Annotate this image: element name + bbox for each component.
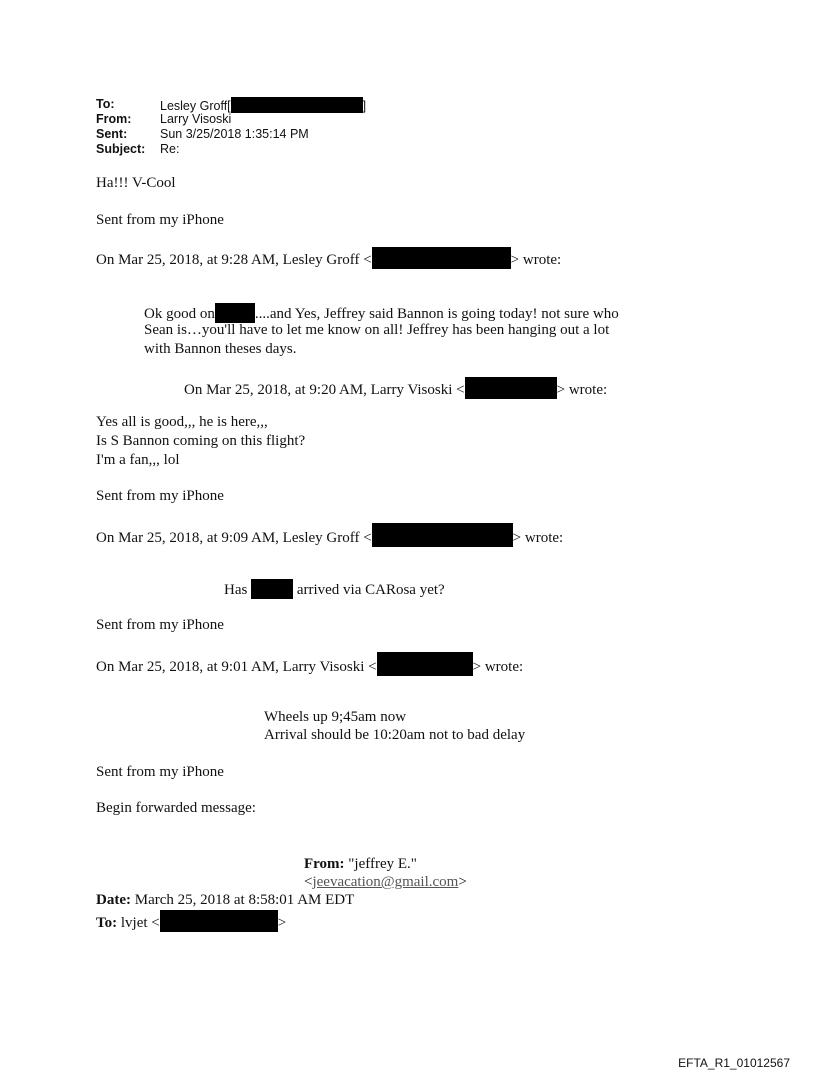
signature: Sent from my iPhone [96, 212, 224, 228]
forward-to-label: To: [96, 915, 118, 931]
from-label: From: [96, 112, 132, 126]
forward-intro: Begin forwarded message: [96, 800, 256, 816]
quote-header-text: On Mar 25, 2018, at 9:28 AM, Lesley Groff < [96, 252, 372, 268]
message-line [144, 303, 619, 323]
subject-label: Subject: [96, 142, 146, 156]
forward-email [304, 873, 467, 891]
message-line [224, 579, 445, 599]
signature: Sent from my iPhone [96, 488, 224, 504]
to-name: Lesley Groff[ [160, 99, 231, 113]
quote-header-suffix: > wrote: [512, 530, 564, 546]
message-text: ....and Yes, Jeffrey said Bannon is going today! not sure who [254, 306, 619, 322]
redaction-block [372, 523, 513, 547]
quote-header [96, 652, 523, 676]
to-value [160, 97, 366, 113]
forward-to-close: > [277, 915, 287, 931]
quote-header-text: On Mar 25, 2018, at 9:01 AM, Larry Visoski < [96, 659, 377, 675]
message-line: Is S Bannon coming on this flight? [96, 433, 306, 449]
message-line: Arrival should be 10:20am not to bad delay [264, 727, 526, 743]
message-line: Wheels up 9;45am now [264, 709, 407, 725]
quote-header [96, 523, 563, 547]
message-line: Yes all is good,,, he is here,,, [96, 414, 268, 430]
redaction-block [160, 910, 278, 932]
message-text: Has [224, 582, 248, 598]
signature: Sent from my iPhone [96, 764, 224, 780]
quote-header-suffix: > wrote: [472, 659, 524, 675]
quote-header-suffix: > wrote: [510, 252, 562, 268]
message-line: I'm a fan,,, lol [96, 452, 180, 468]
signature: Sent from my iPhone [96, 617, 224, 633]
quote-header-text: On Mar 25, 2018, at 9:09 AM, Lesley Groff < [96, 530, 372, 546]
to-close: ] [362, 99, 367, 113]
redaction-block [377, 652, 473, 676]
quote-header-text: On Mar 25, 2018, at 9:20 AM, Larry Visoski < [184, 382, 465, 398]
redaction-block [215, 303, 255, 323]
sent-value: Sun 3/25/2018 1:35:14 PM [160, 127, 309, 141]
sent-label: Sent: [96, 127, 128, 141]
quote-header [184, 377, 607, 399]
redaction-block [372, 247, 511, 269]
redaction-block [251, 579, 293, 599]
forward-date [96, 891, 354, 909]
forward-from-value: "jeffrey E." [348, 856, 417, 872]
to-label: To: [96, 97, 115, 111]
forward-from-label: From: [304, 856, 345, 872]
forward-email-link[interactable]: jeevacation@gmail.com [312, 874, 459, 890]
quote-header-suffix: > wrote: [556, 382, 608, 398]
message-text: arrived via CARosa yet? [296, 582, 445, 598]
subject-value: Re: [160, 142, 180, 156]
message-text: Ok good on [144, 306, 215, 322]
forward-date-label: Date: [96, 892, 131, 908]
forward-to-value: lvjet < [120, 915, 160, 931]
bates-number: EFTA_R1_01012567 [678, 1056, 790, 1070]
forward-email-close: > [458, 874, 467, 890]
redaction-block [231, 97, 363, 113]
forward-email-open: < [304, 874, 313, 890]
forward-from [304, 855, 417, 873]
reply-text: Ha!!! V-Cool [96, 175, 176, 191]
from-value: Larry Visoski [160, 112, 232, 126]
message-line: with Bannon theses days. [144, 341, 297, 357]
email-header [96, 97, 496, 161]
forward-date-value: March 25, 2018 at 8:58:01 AM EDT [134, 892, 355, 908]
redaction-block [465, 377, 557, 399]
quote-header [96, 247, 561, 269]
forward-to [96, 910, 286, 932]
message-line: Sean is…you'll have to let me know on all! Jeffrey has been hanging out a lot [144, 322, 610, 338]
